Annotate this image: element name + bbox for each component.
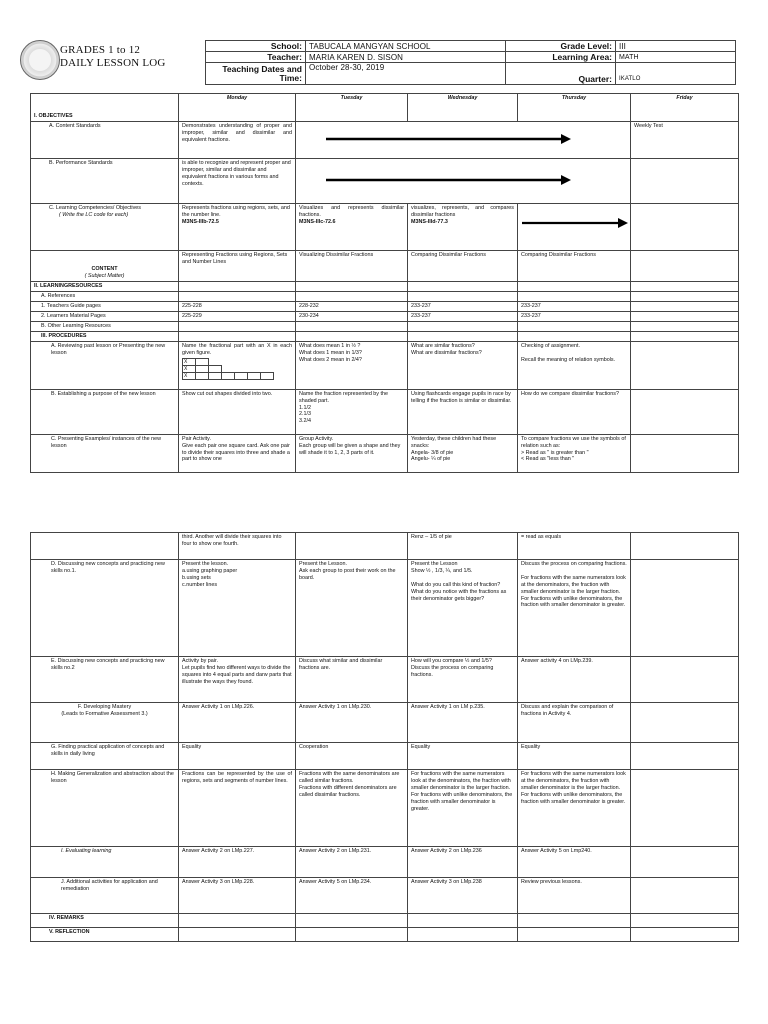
cell-friday (631, 928, 739, 942)
cell-friday (631, 282, 739, 292)
examples-row (31, 434, 739, 472)
application-row (31, 743, 739, 770)
cell-wednesday (408, 321, 518, 331)
cell-tuesday (296, 928, 408, 942)
row-label: B. Establishing a purpose of the new lesson (31, 389, 179, 434)
cell-wednesday: Using flashcards engage pupils in race by telling if the fraction is similar or dissimilar. (408, 389, 518, 434)
cell-tuesday (296, 321, 408, 331)
cell-monday (179, 341, 296, 389)
cell-tuesday: Answer Activity 5 on LMp.234. (296, 878, 408, 914)
header-info-table (205, 40, 736, 85)
cell-monday (179, 291, 296, 301)
days-header-row (31, 94, 739, 122)
content-sublabel: ( Subject Matter) (84, 273, 125, 280)
evaluating-row (31, 847, 739, 878)
row-label: A. Content Standards (31, 122, 179, 159)
cell-wednesday: 233-237 (408, 311, 518, 321)
row-label: E. Discussing new concepts and practicing new skills no.2 (31, 657, 179, 703)
content-label: CONTENT (91, 266, 118, 273)
cell-friday (631, 847, 739, 878)
cell-tuesday: Answer Activity 2 on LMp.231. (296, 847, 408, 878)
cell-friday: Weekly Test (631, 122, 739, 159)
row-label: A. Reviewing past lesson or Presenting the new lesson (31, 341, 179, 389)
grid-cell (196, 365, 209, 372)
lesson-log-table-page2 (30, 532, 739, 942)
cell-friday (631, 251, 739, 282)
cell-friday (631, 159, 739, 204)
cell-thursday: Equality (518, 743, 631, 770)
cell-wednesday: Present the Lesson Show ½ , 1/3, ¼, and 1/5. What do you call this kind of fraction? What do you notice with the fractions as their denominator gets bigger? (408, 560, 518, 657)
lesson-log-table-page1 (30, 93, 739, 473)
row-label: D. Discussing new concepts and practicing new skills no.1. (31, 560, 179, 657)
grid-cell (261, 372, 274, 379)
row-label: 2. Learners Material Pages (31, 311, 179, 321)
cell-monday: Answer Activity 1 on LMp.226. (179, 703, 296, 743)
cell-tuesday: Answer Activity 1 on LMp.230. (296, 703, 408, 743)
cell-tuesday: 228-232 (296, 301, 408, 311)
cell-friday (631, 301, 739, 311)
generalization-row (31, 770, 739, 847)
cell-thursday: For fractions with the same numerators look at the denominators, the fraction with smaller denominator is the larger fraction. For fractions with unlike denominators, the fraction with smaller denominator is greater. (518, 770, 631, 847)
discussing-2-row (31, 657, 739, 703)
cell-monday: 225-228 (179, 301, 296, 311)
row-label (31, 533, 179, 560)
cell-monday: Fractions can be represented by the use of regions, sets and segments of number lines. (179, 770, 296, 847)
day-friday: Friday (631, 94, 739, 122)
performance-standards-row (31, 159, 739, 204)
cell-monday: Show cut out shapes divided into two. (179, 389, 296, 434)
cell-monday: 225-229 (179, 311, 296, 321)
cell-monday: Present the lesson. a.using graphing paper b.using sets c.number lines (179, 560, 296, 657)
row-label: B. Other Learning Resources (31, 321, 179, 331)
competency-code: M3NS-IIId-77.3 (411, 218, 448, 225)
cell-tuesday: Name the fraction represented by the shaded part. 1.1/2 2.1/3 3.2/4 (296, 389, 408, 434)
deped-seal-logo (20, 40, 60, 80)
cell-tuesday: Group Activity. Each group will be given a shape and they will shade it to 1, 2, 3 parts of it. (296, 434, 408, 472)
competency-text: Represents fractions using regions, sets, and the number line. (182, 205, 290, 218)
cell-tuesday: Fractions with the same denominators are called similar fractions. Fractions with different denominators are called dissimilar fractions. (296, 770, 408, 847)
grid-cell (209, 365, 222, 372)
cell-wednesday: Answer Activity 2 on LMp.236 (408, 847, 518, 878)
school-label: School: (206, 41, 306, 52)
cell-wednesday: Answer Activity 3 on LMp.238 (408, 878, 518, 914)
cell-monday: Answer Activity 3 on LMp.228. (179, 878, 296, 914)
row-label: G. Finding practical application of concepts and skills in daily living (31, 743, 179, 770)
remarks-row (31, 914, 739, 928)
school-value: TABUCALA MANGYAN SCHOOL (306, 41, 506, 52)
cell-thursday (518, 331, 631, 341)
cell-tuesday (296, 204, 408, 251)
quarter-label: Quarter: (506, 63, 616, 85)
cell-thursday: Discuss and explain the comparison of fractions in Activity 4. (518, 703, 631, 743)
title-line1: GRADES 1 to 12 (60, 44, 141, 56)
cell-wednesday: Yesterday, these children had these snacks: Angela- 3/8 of pie Angelu- ¼ of pie (408, 434, 518, 472)
cell-tuesday: Visualizing Dissimilar Fractions (296, 251, 408, 282)
continuation-arrow-cell (296, 159, 631, 204)
row-label (31, 204, 179, 251)
cell-monday (179, 928, 296, 942)
cell-friday (631, 331, 739, 341)
day-monday: Monday (179, 94, 296, 122)
teacher-value: MARIA KAREN D. SISON (306, 52, 506, 63)
cell-monday (179, 321, 296, 331)
grid-cell (196, 358, 209, 365)
competencies-row (31, 204, 739, 251)
area-label: Learning Area: (506, 52, 616, 63)
competency-text: Visualizes and represents dissimilar fractions. (299, 205, 404, 218)
purpose-row (31, 389, 739, 434)
cell-friday (631, 914, 739, 928)
cell-thursday: Answer Activity 5 on Lmp240. (518, 847, 631, 878)
cell-wednesday (408, 928, 518, 942)
cell-friday (631, 389, 739, 434)
row-label: IV. REMARKS (31, 914, 179, 928)
cell-tuesday: 230-234 (296, 311, 408, 321)
grid-cell (235, 372, 248, 379)
cell-friday (631, 657, 739, 703)
teacher-label: Teacher: (206, 52, 306, 63)
row-label: B. Performance Standards (31, 159, 179, 204)
mastery-label: F. Developing Mastery (77, 704, 132, 710)
cell-thursday: To compare fractions we use the symbols of relation such as: > Read as " is greater than " < Read as "less than " (518, 434, 631, 472)
area-value: MATH (616, 52, 736, 63)
cell-friday (631, 341, 739, 389)
cell-monday: is able to recognize and represent proper and improper, similar and dissimilar and equivalent fractions in various forms and contexts. (179, 159, 296, 204)
cell-wednesday (408, 282, 518, 292)
cell-tuesday (296, 331, 408, 341)
quarter-value: IKATLO (616, 63, 736, 85)
grid-cell (222, 372, 235, 379)
cell-monday (179, 331, 296, 341)
reflection-row (31, 928, 739, 942)
continuation-arrow-icon (296, 159, 631, 204)
cell-tuesday: Present the Lesson. Ask each group to post their work on the board. (296, 560, 408, 657)
teachers-guide-row (31, 301, 739, 311)
row-label: II. LEARNINGRESOURCES (31, 282, 179, 292)
cell-monday: Representing Fractions using Regions, Sets and Number Lines (179, 251, 296, 282)
cell-friday (631, 434, 739, 472)
competencies-sublabel: ( Write the LC code for each) (59, 211, 129, 218)
discussing-1-row (31, 560, 739, 657)
cell-thursday: Discuss the process on comparing fractions. For fractions with the same numerators look at the denominators, the fraction with smaller denominator is the larger fraction. For fractions with unlike denominators, the fraction with smaller denominator is greater. (518, 560, 631, 657)
cell-wednesday (408, 204, 518, 251)
cell-tuesday (296, 914, 408, 928)
grid-cell-x: X (183, 365, 196, 372)
cell-friday (631, 770, 739, 847)
cell-monday: third. Another will divide their squares into four to show one fourth. (179, 533, 296, 560)
day-thursday: Thursday (518, 94, 631, 122)
row-label (31, 251, 179, 282)
cell-thursday (518, 204, 631, 251)
continuation-arrow-icon (518, 204, 631, 244)
grid-cell-x: X (183, 372, 196, 379)
cell-tuesday: What does mean 1 in ½ ? What does 1 mean in 1/3? What does 2 mean in 2/4? (296, 341, 408, 389)
grade-value: III (616, 41, 736, 52)
cell-friday (631, 560, 739, 657)
cell-thursday (518, 291, 631, 301)
title-line2: DAILY LESSON LOG (60, 57, 166, 69)
cell-tuesday (296, 533, 408, 560)
row-label: V. REFLECTION (31, 928, 179, 942)
developing-mastery-row (31, 703, 739, 743)
cell-tuesday: Discuss what similar and dissimilar fractions are. (296, 657, 408, 703)
cell-wednesday: Answer Activity 1 on LM p.235. (408, 703, 518, 743)
cell-friday (631, 204, 739, 251)
content-standards-row (31, 122, 739, 159)
cell-thursday: 233-237 (518, 301, 631, 311)
competency-text: visualizes, represents, and compares dissimilar fractions (411, 205, 514, 218)
cell-friday (631, 743, 739, 770)
cell-thursday: How do we compare dissimilar fractions? (518, 389, 631, 434)
continuation-row (31, 533, 739, 560)
cell-thursday: 233-237 (518, 311, 631, 321)
competency-code: M3NS-IIIc-72.6 (299, 218, 336, 225)
objectives-heading: I. OBJECTIVES (31, 94, 179, 122)
cell-thursday (518, 321, 631, 331)
cell-tuesday (296, 282, 408, 292)
cell-wednesday: How will you compare ½ and 1/5? Discuss the process on comparing fractions. (408, 657, 518, 703)
cell-thursday: Answer activity 4 on LMp.239. (518, 657, 631, 703)
cell-friday (631, 878, 739, 914)
grid-cell-x: X (183, 358, 196, 365)
cell-monday: Pair Activity. Give each pair one square card. Ask one pair to divide their squares into three and shade a part to show one (179, 434, 296, 472)
cell-tuesday (296, 291, 408, 301)
cell-tuesday: Cooperation (296, 743, 408, 770)
learners-material-row (31, 311, 739, 321)
cell-thursday: Checking of assignment. Recall the meaning of relation symbols. (518, 341, 631, 389)
cell-wednesday: Equality (408, 743, 518, 770)
grade-label: Grade Level: (506, 41, 616, 52)
continuation-arrow-cell (296, 122, 631, 159)
cell-wednesday: For fractions with the same numerators look at the denominators, the fraction with smaller denominator is the larger fraction. For fractions with unlike denominators, the fraction with smaller denominator is greater. (408, 770, 518, 847)
cell-wednesday (408, 291, 518, 301)
row-label: J. Additional activities for application and remediation (31, 878, 179, 914)
cell-wednesday: What are similar fractions? What are dissimilar fractions? (408, 341, 518, 389)
mastery-sublabel: (Leads to Formative Assessment 3.) (61, 710, 148, 717)
cell-monday (179, 204, 296, 251)
procedures-row (31, 331, 739, 341)
cell-thursday: = read as equals (518, 533, 631, 560)
competencies-label: C. Learning Competencies/ Objectives (49, 205, 141, 211)
cell-monday (179, 282, 296, 292)
references-row (31, 291, 739, 301)
continuation-arrow-icon (296, 122, 631, 159)
doc-title (60, 44, 166, 70)
cell-monday: Activity by pair. Let pupils find two different ways to divide the squares into 4 equal parts and darw parts that illustrate the ways they found. (179, 657, 296, 703)
cell-friday (631, 291, 739, 301)
dates-value: October 28-30, 2019 (306, 63, 506, 85)
cell-wednesday: Comparing Dissimilar Fractions (408, 251, 518, 282)
review-row (31, 341, 739, 389)
other-resources-row (31, 321, 739, 331)
grid-cell (209, 372, 222, 379)
grid-cell (196, 372, 209, 379)
cell-thursday: Comparing Dissimilar Fractions (518, 251, 631, 282)
learning-resources-row (31, 282, 739, 292)
row-label: A. References (31, 291, 179, 301)
row-label: C. Presenting Examples/ instances of the new lesson (31, 434, 179, 472)
cell-wednesday: Renz – 1/5 of pie (408, 533, 518, 560)
cell-thursday (518, 914, 631, 928)
cell-wednesday: 233-237 (408, 301, 518, 311)
cell-monday: Answer Activity 2 on LMp.227. (179, 847, 296, 878)
cell-monday: Demonstrates understanding of proper and improper, similar and dissimilar and equivalent fractions. (179, 122, 296, 159)
cell-thursday (518, 928, 631, 942)
day-wednesday: Wednesday (408, 94, 518, 122)
grid-cell (248, 372, 261, 379)
cell-wednesday (408, 331, 518, 341)
day-tuesday: Tuesday (296, 94, 408, 122)
dates-label: Teaching Dates and Time: (206, 63, 306, 85)
competency-code: M3NS-IIIb-72.5 (182, 218, 219, 225)
cell-friday (631, 311, 739, 321)
content-row (31, 251, 739, 282)
additional-activities-row (31, 878, 739, 914)
cell-wednesday (408, 914, 518, 928)
row-label (31, 703, 179, 743)
row-label: III. PROCEDURES (31, 331, 179, 341)
fraction-grid-figure (182, 358, 274, 380)
cell-friday (631, 321, 739, 331)
cell-friday (631, 703, 739, 743)
row-label: 1. Teachers Guide pages (31, 301, 179, 311)
cell-monday (179, 914, 296, 928)
cell-thursday (518, 282, 631, 292)
cell-friday (631, 533, 739, 560)
review-text: Name the fractional part with an X in each given figure. (182, 342, 292, 356)
row-label: H. Making Generalization and abstraction about the lesson (31, 770, 179, 847)
cell-thursday: Review previous lessons. (518, 878, 631, 914)
row-label: I. Evaluating learning (31, 847, 179, 878)
cell-monday: Equality (179, 743, 296, 770)
